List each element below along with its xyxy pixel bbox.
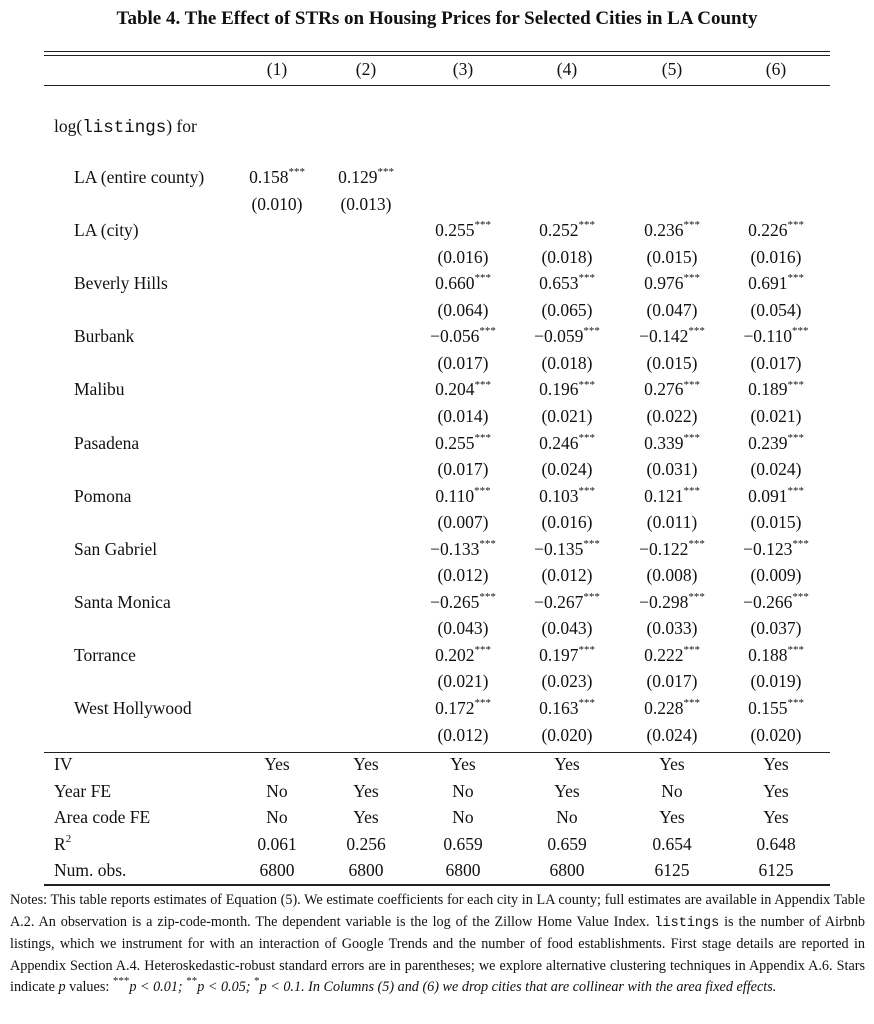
coef-value: 0.252	[539, 220, 579, 241]
coef-value: 0.202	[435, 644, 475, 665]
coef-value: 0.276	[644, 379, 684, 400]
significance-stars: ***	[683, 431, 700, 444]
footer-cell: 0.654	[652, 833, 692, 854]
coef-estimate	[512, 326, 622, 346]
std-error: (0.021)	[750, 405, 802, 426]
significance-stars: ***	[479, 590, 496, 603]
coef-value: 0.091	[748, 485, 788, 506]
footer-cell: 6800	[445, 860, 481, 881]
footer-cell: 0.659	[443, 833, 483, 854]
row-label: San Gabriel	[74, 538, 158, 559]
significance-stars: ***	[787, 697, 804, 710]
coef-estimate	[721, 379, 831, 399]
std-error: (0.015)	[646, 246, 698, 267]
coef-value: −0.135	[534, 538, 584, 559]
std-error: (0.064)	[437, 299, 489, 320]
footer-cell: Yes	[353, 754, 379, 774]
footer-cell: Yes	[353, 780, 379, 801]
std-error: (0.015)	[646, 352, 698, 373]
std-error: (0.031)	[646, 459, 698, 479]
footer-cell: 0.256	[346, 833, 386, 854]
coef-estimate	[617, 539, 727, 559]
row-label: Burbank	[74, 326, 135, 347]
std-error: (0.024)	[750, 459, 802, 479]
coef-estimate	[617, 273, 727, 293]
coef-estimate	[617, 379, 727, 399]
footer-cell: Yes	[763, 807, 789, 828]
significance-stars: ***	[474, 378, 491, 391]
footer-row-label: Num. obs.	[54, 860, 127, 881]
std-error: (0.037)	[750, 618, 802, 639]
std-error: (0.024)	[646, 724, 698, 745]
std-error: (0.009)	[750, 565, 802, 586]
coef-value: 0.246	[539, 432, 579, 453]
coef-value: 0.189	[748, 379, 788, 400]
coef-estimate	[512, 698, 622, 718]
coef-estimate	[721, 592, 831, 612]
coef-value: −0.059	[534, 326, 584, 347]
footer-cell: Yes	[659, 807, 685, 828]
footer-cell: Yes	[659, 754, 685, 774]
footer-cell: 0.659	[547, 833, 587, 854]
coef-estimate	[512, 486, 622, 506]
coef-estimate	[617, 698, 727, 718]
coef-value: 0.172	[435, 698, 475, 718]
footer-cell: No	[266, 780, 288, 801]
std-error: (0.017)	[437, 459, 489, 479]
significance-stars: ***	[787, 484, 804, 497]
coef-estimate	[408, 220, 518, 240]
coef-estimate	[512, 433, 622, 453]
std-error: (0.013)	[340, 193, 392, 214]
row-label: Pomona	[74, 485, 132, 506]
coef-estimate	[408, 486, 518, 506]
coef-value: 0.163	[539, 698, 579, 718]
coef-estimate	[408, 592, 518, 612]
column-header: (2)	[355, 59, 377, 79]
coef-value: −0.298	[639, 591, 689, 612]
coef-value: 0.188	[748, 644, 788, 665]
footer-cell: Yes	[763, 780, 789, 801]
coef-estimate	[721, 539, 831, 559]
coef-value: 0.103	[539, 485, 579, 506]
coef-value: 0.255	[435, 432, 475, 453]
footer-cell: 6800	[348, 860, 384, 881]
row-label: LA (city)	[74, 220, 139, 241]
significance-stars: ***	[787, 378, 804, 391]
significance-stars: ***	[474, 272, 491, 285]
coef-value: 0.222	[644, 644, 684, 665]
coef-value: −0.133	[430, 538, 480, 559]
significance-stars: ***	[792, 537, 809, 550]
row-label: Santa Monica	[74, 591, 171, 612]
std-error: (0.016)	[750, 246, 802, 267]
footer-cell: No	[556, 807, 578, 828]
coef-estimate	[311, 167, 421, 187]
significance-stars: ***	[578, 484, 595, 497]
coef-estimate	[512, 379, 622, 399]
coef-value: 0.236	[644, 220, 684, 241]
std-error: (0.016)	[437, 246, 489, 267]
significance-stars: ***	[792, 325, 809, 338]
std-error: (0.017)	[437, 352, 489, 373]
std-error: (0.014)	[437, 405, 489, 426]
column-header: (5)	[661, 59, 683, 79]
coef-estimate	[512, 220, 622, 240]
coef-value: 0.660	[435, 273, 475, 294]
coef-value: 0.226	[748, 220, 788, 241]
coef-estimate	[617, 592, 727, 612]
footer-row-label: $R^2$	[54, 832, 72, 854]
footer-cell: No	[266, 807, 288, 828]
body-bottom-rule	[44, 752, 830, 753]
coef-value: 0.197	[539, 644, 579, 665]
std-error: (0.043)	[437, 618, 489, 639]
coef-value: −0.110	[743, 326, 793, 347]
std-error: (0.010)	[251, 193, 303, 214]
significance-stars: ***	[479, 537, 496, 550]
std-error: (0.021)	[437, 671, 489, 692]
row-label: LA (entire county)	[74, 167, 205, 187]
significance-stars: ***	[683, 272, 700, 285]
column-header: (6)	[765, 59, 787, 79]
std-error: (0.024)	[541, 459, 593, 479]
table-notes: Notes: This table reports estimates of Equation (5). We estimate coefficients for each city in LA county; full estimates are available in Appendix Table A.2. An observation is a zip-code-month. The dependent variable is the log of the Zillow Home Value Index. listings is the number of Airbnb listings, which we instrument for with an interaction of Google Trends and the number of food establishments. First stage details are reported in Appendix Section A.4. Heteroskedastic-robust standard errors are in parentheses; we explore alternative clustering techniques in Appendix A.6. Stars indicate p values: ***p < 0.01; **p < 0.05; *p < 0.1. In Columns (5) and (6) we drop cities that are collinear with the area fixed effects.	[10, 892, 865, 995]
coef-estimate	[721, 486, 831, 506]
coef-value: 0.653	[539, 273, 579, 294]
significance-stars: ***	[474, 431, 491, 444]
significance-stars: ***	[578, 272, 595, 285]
coef-estimate	[408, 326, 518, 346]
footer-cell: Yes	[554, 754, 580, 774]
coef-value: 0.976	[644, 273, 684, 294]
significance-stars: ***	[377, 166, 394, 179]
significance-stars: ***	[683, 644, 700, 657]
bottom-rule	[44, 884, 830, 886]
row-label: West Hollywood	[74, 698, 192, 718]
std-error: (0.022)	[646, 405, 698, 426]
coef-value: 0.204	[435, 379, 475, 400]
significance-stars: ***	[578, 644, 595, 657]
significance-stars: ***	[474, 219, 491, 232]
std-error: (0.017)	[750, 352, 802, 373]
coef-value: 0.196	[539, 379, 579, 400]
footer-cell: Yes	[264, 754, 290, 774]
coef-estimate	[408, 273, 518, 293]
significance-stars: ***	[792, 590, 809, 603]
section-label: log(listings) for	[54, 116, 197, 138]
significance-stars: ***	[474, 644, 491, 657]
significance-stars: ***	[578, 378, 595, 391]
std-error: (0.054)	[750, 299, 802, 320]
std-error: (0.019)	[750, 671, 802, 692]
coef-estimate	[512, 645, 622, 665]
coef-value: 0.158	[249, 167, 289, 187]
row-label: Malibu	[74, 379, 125, 400]
coef-value: −0.122	[639, 538, 689, 559]
coef-estimate	[617, 220, 727, 240]
coef-value: 0.155	[748, 698, 788, 718]
std-error: (0.043)	[541, 618, 593, 639]
significance-stars: ***	[288, 166, 305, 179]
std-error: (0.012)	[437, 724, 489, 745]
coef-estimate	[617, 645, 727, 665]
coef-estimate	[408, 698, 518, 718]
significance-stars: ***	[578, 219, 595, 232]
row-label: Pasadena	[74, 432, 140, 453]
coef-estimate	[617, 486, 727, 506]
std-error: (0.018)	[541, 352, 593, 373]
coef-value: −0.265	[430, 591, 480, 612]
coef-estimate	[721, 273, 831, 293]
coef-estimate	[721, 220, 831, 240]
top-rule-1	[44, 51, 830, 52]
coef-value: 0.255	[435, 220, 475, 241]
significance-stars: ***	[578, 697, 595, 710]
std-error: (0.033)	[646, 618, 698, 639]
significance-stars: ***	[688, 590, 705, 603]
std-error: (0.047)	[646, 299, 698, 320]
footer-cell: Yes	[763, 754, 789, 774]
std-error: (0.017)	[646, 671, 698, 692]
coef-value: −0.266	[743, 591, 793, 612]
coef-estimate	[408, 379, 518, 399]
coef-estimate	[721, 698, 831, 718]
footer-cell: No	[452, 780, 474, 801]
footer-cell: Yes	[353, 807, 379, 828]
significance-stars: ***	[479, 325, 496, 338]
significance-stars: ***	[683, 219, 700, 232]
footer-row-label: IV	[54, 754, 73, 774]
coef-value: −0.267	[534, 591, 584, 612]
significance-stars: ***	[683, 484, 700, 497]
coef-estimate	[721, 433, 831, 453]
footer-cell: No	[452, 807, 474, 828]
significance-stars: ***	[787, 219, 804, 232]
header-rule	[44, 85, 830, 86]
std-error: (0.018)	[541, 246, 593, 267]
footer-cell: Yes	[554, 780, 580, 801]
footer-cell: No	[661, 780, 683, 801]
coef-value: 0.228	[644, 698, 684, 718]
row-label: Beverly Hills	[74, 273, 168, 294]
coef-estimate	[408, 539, 518, 559]
coef-value: 0.691	[748, 273, 788, 294]
std-error: (0.016)	[541, 512, 593, 533]
coef-estimate	[408, 645, 518, 665]
footer-cell: 0.648	[756, 833, 796, 854]
coef-value: 0.129	[338, 167, 378, 187]
std-error: (0.020)	[541, 724, 593, 745]
significance-stars: ***	[474, 484, 491, 497]
significance-stars: ***	[688, 537, 705, 550]
footer-cell: 0.061	[257, 833, 297, 854]
footer-cell: 6800	[259, 860, 295, 881]
std-error: (0.008)	[646, 565, 698, 586]
std-error: (0.007)	[437, 512, 489, 533]
significance-stars: ***	[683, 697, 700, 710]
footer-row-label: Year FE	[54, 780, 112, 801]
footer-cell: 6800	[549, 860, 585, 881]
std-error: (0.065)	[541, 299, 593, 320]
std-error: (0.015)	[750, 512, 802, 533]
footer-cell: 6125	[654, 860, 690, 881]
significance-stars: ***	[583, 325, 600, 338]
coef-estimate	[512, 592, 622, 612]
coef-estimate	[617, 326, 727, 346]
significance-stars: ***	[787, 431, 804, 444]
footer-cell: 6125	[758, 860, 794, 881]
column-header: (4)	[556, 59, 578, 79]
coef-estimate	[512, 273, 622, 293]
std-error: (0.023)	[541, 671, 593, 692]
top-rule-2	[44, 55, 830, 56]
coef-estimate	[408, 433, 518, 453]
coef-estimate	[512, 539, 622, 559]
std-error: (0.012)	[541, 565, 593, 586]
coef-value: 0.110	[435, 485, 475, 506]
significance-stars: ***	[583, 537, 600, 550]
coef-value: 0.339	[644, 432, 684, 453]
coef-value: −0.142	[639, 326, 689, 347]
coef-value: −0.123	[743, 538, 793, 559]
column-header: (3)	[452, 59, 474, 79]
table-title: Table 4. The Effect of STRs on Housing Prices for Selected Cities in LA County	[116, 8, 758, 29]
significance-stars: ***	[578, 431, 595, 444]
coef-estimate	[721, 645, 831, 665]
coef-estimate	[617, 433, 727, 453]
coef-value: 0.239	[748, 432, 788, 453]
coef-estimate	[721, 326, 831, 346]
significance-stars: ***	[787, 272, 804, 285]
std-error: (0.011)	[646, 512, 698, 533]
footer-row-label: Area code FE	[54, 807, 151, 828]
row-label: Torrance	[74, 644, 136, 665]
coef-value: −0.056	[430, 326, 480, 347]
std-error: (0.012)	[437, 565, 489, 586]
coef-value: 0.121	[644, 485, 684, 506]
column-header: (1)	[266, 59, 288, 79]
significance-stars: ***	[787, 644, 804, 657]
significance-stars: ***	[683, 378, 700, 391]
std-error: (0.021)	[541, 405, 593, 426]
std-error: (0.020)	[750, 724, 802, 745]
significance-stars: ***	[688, 325, 705, 338]
significance-stars: ***	[474, 697, 491, 710]
footer-cell: Yes	[450, 754, 476, 774]
significance-stars: ***	[583, 590, 600, 603]
